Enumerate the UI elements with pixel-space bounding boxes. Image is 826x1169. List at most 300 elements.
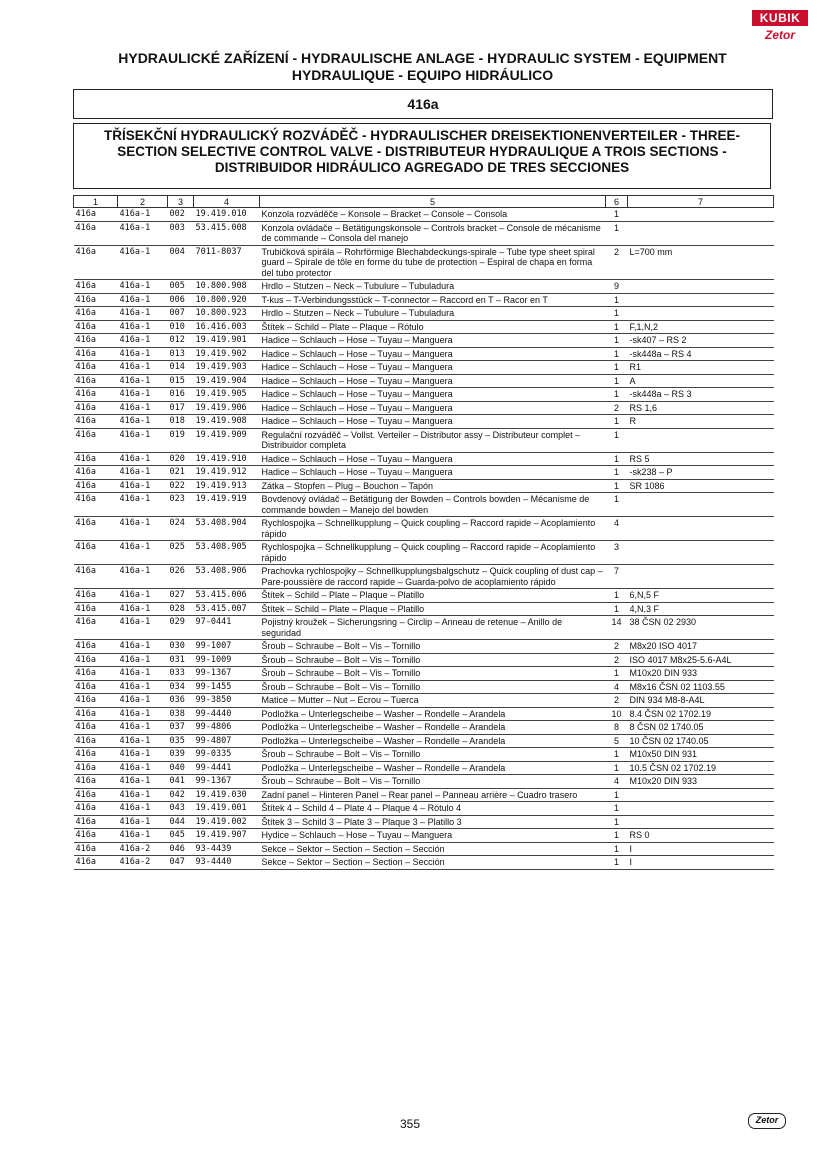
group-cell: 416a <box>74 280 118 294</box>
page-number: 355 <box>399 1117 421 1131</box>
table-row <box>74 320 774 334</box>
part-number-cell: 99-1009 <box>194 653 260 667</box>
description-cell: Štítek 3 – Schild 3 – Plate 3 – Plaque 3 – Platillo 3 <box>260 815 606 829</box>
kubik-zetor-logo <box>752 10 812 48</box>
table-row <box>74 680 774 694</box>
part-number-cell: 53.415.008 <box>194 221 260 245</box>
part-number-cell: 99-1367 <box>194 667 260 681</box>
section-code: 416a <box>407 96 439 112</box>
subgroup-cell: 416a-1 <box>118 280 168 294</box>
table-row <box>74 280 774 294</box>
position-cell: 013 <box>168 347 194 361</box>
quantity-cell: 2 <box>606 694 628 708</box>
table-row <box>74 602 774 616</box>
group-cell: 416a <box>74 208 118 222</box>
table-row <box>74 829 774 843</box>
description-cell: Štítek 4 – Schild 4 – Plate 4 – Plaque 4 – Rótulo 4 <box>260 802 606 816</box>
note-cell: F,1,N,2 <box>628 320 774 334</box>
table-row <box>74 748 774 762</box>
table-header-row <box>74 196 774 208</box>
description-cell: Zátka – Stopfen – Plug – Bouchon – Tapón <box>260 479 606 493</box>
quantity-cell: 1 <box>606 788 628 802</box>
description-cell: Štítek – Schild – Plate – Plaque – Rótulo <box>260 320 606 334</box>
description-cell: Rychlospojka – Schnellkupplung – Quick coupling – Raccord rapide – Acoplamiento rápido <box>260 541 606 565</box>
group-cell: 416a <box>74 347 118 361</box>
note-cell: I <box>628 856 774 870</box>
note-cell <box>628 565 774 589</box>
part-number-cell: 10.800.923 <box>194 307 260 321</box>
note-cell <box>628 517 774 541</box>
quantity-cell: 4 <box>606 517 628 541</box>
part-number-cell: 19.419.905 <box>194 388 260 402</box>
table-row <box>74 775 774 789</box>
table-row <box>74 401 774 415</box>
note-cell <box>628 307 774 321</box>
position-cell: 044 <box>168 815 194 829</box>
part-number-cell: 19.419.910 <box>194 452 260 466</box>
table-row <box>74 245 774 280</box>
quantity-cell: 1 <box>606 347 628 361</box>
part-number-cell: 99-3850 <box>194 694 260 708</box>
group-cell: 416a <box>74 334 118 348</box>
group-cell: 416a <box>74 388 118 402</box>
quantity-cell: 7 <box>606 565 628 589</box>
position-cell: 014 <box>168 361 194 375</box>
subgroup-cell: 416a-1 <box>118 802 168 816</box>
part-number-cell: 19.419.902 <box>194 347 260 361</box>
quantity-cell: 2 <box>606 640 628 654</box>
description-cell: Podložka – Unterlegscheibe – Washer – Rondelle – Arandela <box>260 721 606 735</box>
quantity-cell: 1 <box>606 415 628 429</box>
part-number-cell: 19.419.906 <box>194 401 260 415</box>
note-cell: DIN 934 M8-8-A4L <box>628 694 774 708</box>
group-cell: 416a <box>74 221 118 245</box>
note-cell: 38 ČSN 02 2930 <box>628 616 774 640</box>
quantity-cell: 1 <box>606 493 628 517</box>
position-cell: 042 <box>168 788 194 802</box>
note-cell: 10.5 ČSN 02 1702.19 <box>628 761 774 775</box>
table-row <box>74 842 774 856</box>
position-cell: 028 <box>168 602 194 616</box>
position-cell: 006 <box>168 293 194 307</box>
table-row <box>74 565 774 589</box>
table-row <box>74 589 774 603</box>
note-cell: M8x16 ČSN 02 1103.55 <box>628 680 774 694</box>
description-cell: Pojistný kroužek – Sicherungsring – Circlip – Anneau de retenue – Anillo de seguridad <box>260 616 606 640</box>
group-cell: 416a <box>74 245 118 280</box>
note-cell <box>628 815 774 829</box>
subgroup-cell: 416a-1 <box>118 721 168 735</box>
table-row <box>74 616 774 640</box>
part-number-cell: 19.419.907 <box>194 829 260 843</box>
group-cell: 416a <box>74 694 118 708</box>
note-cell: -sk448a – RS 4 <box>628 347 774 361</box>
subgroup-cell: 416a-1 <box>118 589 168 603</box>
description-cell: Matice – Mutter – Nut – Ecrou – Tuerca <box>260 694 606 708</box>
position-cell: 004 <box>168 245 194 280</box>
group-cell: 416a <box>74 815 118 829</box>
quantity-cell: 2 <box>606 401 628 415</box>
subgroup-cell: 416a-1 <box>118 245 168 280</box>
position-cell: 046 <box>168 842 194 856</box>
note-cell <box>628 221 774 245</box>
table-row <box>74 694 774 708</box>
note-cell: -sk448a – RS 3 <box>628 388 774 402</box>
note-cell: M10x50 DIN 931 <box>628 748 774 762</box>
group-cell: 416a <box>74 788 118 802</box>
subgroup-cell: 416a-1 <box>118 361 168 375</box>
title-line-3: DISTRIBUIDOR HIDRÁULICO AGREGADO DE TRES SECCIONES <box>214 160 630 175</box>
description-cell: Sekce – Sektor – Section – Section – Sección <box>260 856 606 870</box>
note-cell <box>628 541 774 565</box>
table-row <box>74 347 774 361</box>
description-cell: Trubičková spirála – Rohrförmige Blechabdeckungs-spirale – Tube type sheet spiral guard – Spirale de tôle en forme du tube de protection – Espiral de chapa en forma del tubo protector <box>260 245 606 280</box>
description-cell: Šroub – Schraube – Bolt – Vis – Tornillo <box>260 640 606 654</box>
subgroup-cell: 416a-1 <box>118 401 168 415</box>
part-number-cell: 19.419.913 <box>194 479 260 493</box>
position-cell: 037 <box>168 721 194 735</box>
group-cell: 416a <box>74 707 118 721</box>
description-cell: Hadice – Schlauch – Hose – Tuyau – Manguera <box>260 347 606 361</box>
position-cell: 017 <box>168 401 194 415</box>
quantity-cell: 1 <box>606 208 628 222</box>
table-row <box>74 707 774 721</box>
quantity-cell: 1 <box>606 589 628 603</box>
note-cell: RS 5 <box>628 452 774 466</box>
position-cell: 024 <box>168 517 194 541</box>
table-row <box>74 493 774 517</box>
section-code-box <box>73 89 773 119</box>
part-number-cell: 10.800.920 <box>194 293 260 307</box>
column-header: 5 <box>260 196 606 208</box>
header-line-1: HYDRAULICKÉ ZAŘÍZENÍ - HYDRAULISCHE ANLAGE - HYDRAULIC SYSTEM - EQUIPMENT <box>118 50 727 66</box>
column-header: 1 <box>74 196 118 208</box>
quantity-cell: 2 <box>606 653 628 667</box>
group-cell: 416a <box>74 748 118 762</box>
quantity-cell: 1 <box>606 374 628 388</box>
table-row <box>74 452 774 466</box>
description-cell: Konzola rozváděče – Konsole – Bracket – Console – Consola <box>260 208 606 222</box>
subgroup-cell: 416a-1 <box>118 347 168 361</box>
description-cell: Hadice – Schlauch – Hose – Tuyau – Manguera <box>260 334 606 348</box>
description-cell: Konzola ovládače – Betätigungskonsole – Controls bracket – Console de mécanisme de commande – Consola del manejo <box>260 221 606 245</box>
table-row <box>74 374 774 388</box>
subgroup-cell: 416a-1 <box>118 517 168 541</box>
part-number-cell: 53.408.905 <box>194 541 260 565</box>
group-cell: 416a <box>74 775 118 789</box>
table-row <box>74 517 774 541</box>
group-cell: 416a <box>74 428 118 452</box>
table-row <box>74 208 774 222</box>
description-cell: Hadice – Schlauch – Hose – Tuyau – Manguera <box>260 361 606 375</box>
subgroup-cell: 416a-2 <box>118 842 168 856</box>
quantity-cell: 5 <box>606 734 628 748</box>
description-cell: Šroub – Schraube – Bolt – Vis – Tornillo <box>260 653 606 667</box>
subgroup-cell: 416a-1 <box>118 815 168 829</box>
position-cell: 002 <box>168 208 194 222</box>
part-number-cell: 19.419.912 <box>194 466 260 480</box>
column-header: 3 <box>168 196 194 208</box>
part-number-cell: 19.419.002 <box>194 815 260 829</box>
part-number-cell: 93-4440 <box>194 856 260 870</box>
note-cell: RS 0 <box>628 829 774 843</box>
group-cell: 416a <box>74 734 118 748</box>
description-cell: Hadice – Schlauch – Hose – Tuyau – Manguera <box>260 374 606 388</box>
title-line-2: SECTION SELECTIVE CONTROL VALVE - DISTRIBUTEUR HYDRAULIQUE A TROIS SECTIONS - <box>117 144 727 159</box>
group-cell: 416a <box>74 293 118 307</box>
group-cell: 416a <box>74 856 118 870</box>
position-cell: 023 <box>168 493 194 517</box>
quantity-cell: 2 <box>606 245 628 280</box>
part-number-cell: 16.416.003 <box>194 320 260 334</box>
parts-table-body <box>74 208 774 870</box>
table-row <box>74 734 774 748</box>
group-cell: 416a <box>74 640 118 654</box>
description-cell: Hadice – Schlauch – Hose – Tuyau – Manguera <box>260 415 606 429</box>
subgroup-cell: 416a-1 <box>118 761 168 775</box>
quantity-cell: 1 <box>606 293 628 307</box>
quantity-cell: 1 <box>606 761 628 775</box>
quantity-cell: 1 <box>606 452 628 466</box>
part-number-cell: 53.415.007 <box>194 602 260 616</box>
description-cell: Šroub – Schraube – Bolt – Vis – Tornillo <box>260 775 606 789</box>
column-header: 6 <box>606 196 628 208</box>
note-cell <box>628 280 774 294</box>
quantity-cell: 4 <box>606 775 628 789</box>
logo-zetor-text: Zetor <box>765 28 795 42</box>
table-row <box>74 466 774 480</box>
subgroup-cell: 416a-1 <box>118 707 168 721</box>
group-cell: 416a <box>74 541 118 565</box>
description-cell: Hadice – Schlauch – Hose – Tuyau – Manguera <box>260 452 606 466</box>
group-cell: 416a <box>74 616 118 640</box>
description-cell: Zadní panel – Hinteren Panel – Rear panel – Panneau arrière – Cuadro trasero <box>260 788 606 802</box>
note-cell: 10 ČSN 02 1740.05 <box>628 734 774 748</box>
table-row <box>74 788 774 802</box>
subgroup-cell: 416a-1 <box>118 221 168 245</box>
group-cell: 416a <box>74 307 118 321</box>
subgroup-cell: 416a-1 <box>118 829 168 843</box>
note-cell: A <box>628 374 774 388</box>
part-number-cell: 19.419.901 <box>194 334 260 348</box>
subgroup-cell: 416a-1 <box>118 667 168 681</box>
quantity-cell: 1 <box>606 748 628 762</box>
subgroup-cell: 416a-1 <box>118 208 168 222</box>
part-number-cell: 19.419.030 <box>194 788 260 802</box>
subgroup-cell: 416a-1 <box>118 602 168 616</box>
group-cell: 416a <box>74 589 118 603</box>
part-number-cell: 19.419.909 <box>194 428 260 452</box>
quantity-cell: 10 <box>606 707 628 721</box>
part-number-cell: 19.419.010 <box>194 208 260 222</box>
position-cell: 019 <box>168 428 194 452</box>
part-number-cell: 93-4439 <box>194 842 260 856</box>
position-cell: 010 <box>168 320 194 334</box>
subgroup-cell: 416a-1 <box>118 293 168 307</box>
quantity-cell: 1 <box>606 815 628 829</box>
position-cell: 035 <box>168 734 194 748</box>
column-header: 7 <box>628 196 774 208</box>
subgroup-cell: 416a-1 <box>118 452 168 466</box>
quantity-cell: 1 <box>606 334 628 348</box>
subgroup-cell: 416a-1 <box>118 694 168 708</box>
title-line-1: TŘÍSEKČNÍ HYDRAULICKÝ ROZVÁDĚČ - HYDRAULISCHER DREISEKTIONENVERTEILER - THREE- <box>103 128 741 143</box>
quantity-cell: 1 <box>606 361 628 375</box>
group-cell: 416a <box>74 479 118 493</box>
group-cell: 416a <box>74 721 118 735</box>
position-cell: 030 <box>168 640 194 654</box>
position-cell: 038 <box>168 707 194 721</box>
position-cell: 007 <box>168 307 194 321</box>
subgroup-cell: 416a-1 <box>118 653 168 667</box>
table-row <box>74 334 774 348</box>
table-row <box>74 221 774 245</box>
subgroup-cell: 416a-1 <box>118 479 168 493</box>
note-cell <box>628 493 774 517</box>
note-cell: 6,N,5 F <box>628 589 774 603</box>
note-cell: 8 ČSN 02 1740.05 <box>628 721 774 735</box>
part-number-cell: 99-4807 <box>194 734 260 748</box>
subgroup-cell: 416a-1 <box>118 541 168 565</box>
group-cell: 416a <box>74 680 118 694</box>
part-number-cell: 7011-8037 <box>194 245 260 280</box>
quantity-cell: 1 <box>606 802 628 816</box>
quantity-cell: 1 <box>606 479 628 493</box>
quantity-cell: 9 <box>606 280 628 294</box>
position-cell: 043 <box>168 802 194 816</box>
subgroup-cell: 416a-1 <box>118 565 168 589</box>
quantity-cell: 8 <box>606 721 628 735</box>
position-cell: 031 <box>168 653 194 667</box>
description-cell: Šroub – Schraube – Bolt – Vis – Tornillo <box>260 667 606 681</box>
column-header: 4 <box>194 196 260 208</box>
position-cell: 029 <box>168 616 194 640</box>
note-cell: ISO 4017 M8x25-5.6-A4L <box>628 653 774 667</box>
note-cell: RS 1,6 <box>628 401 774 415</box>
table-row <box>74 541 774 565</box>
quantity-cell: 1 <box>606 667 628 681</box>
quantity-cell: 1 <box>606 856 628 870</box>
part-number-cell: 19.419.001 <box>194 802 260 816</box>
quantity-cell: 1 <box>606 829 628 843</box>
logo-kubik-text: KUBIK <box>752 10 808 26</box>
column-header: 2 <box>118 196 168 208</box>
part-number-cell: 19.419.904 <box>194 374 260 388</box>
table-row <box>74 761 774 775</box>
quantity-cell: 1 <box>606 307 628 321</box>
table-row <box>74 307 774 321</box>
assembly-title-box <box>73 123 771 189</box>
group-cell: 416a <box>74 415 118 429</box>
description-cell: Prachovka rychlospojky – Schnellkupplungsbalgschutz – Quick coupling of dust cap – Pare-poussière de raccord rapide – Guarda-polvo de acoplamiento rápido <box>260 565 606 589</box>
table-row <box>74 361 774 375</box>
note-cell: M10x20 DIN 933 <box>628 667 774 681</box>
subgroup-cell: 416a-1 <box>118 320 168 334</box>
note-cell: I <box>628 842 774 856</box>
part-number-cell: 19.419.908 <box>194 415 260 429</box>
note-cell: 8.4 ČSN 02 1702.19 <box>628 707 774 721</box>
page-header <box>70 50 775 84</box>
quantity-cell: 1 <box>606 842 628 856</box>
subgroup-cell: 416a-1 <box>118 680 168 694</box>
position-cell: 047 <box>168 856 194 870</box>
position-cell: 020 <box>168 452 194 466</box>
position-cell: 027 <box>168 589 194 603</box>
group-cell: 416a <box>74 493 118 517</box>
note-cell: M8x20 ISO 4017 <box>628 640 774 654</box>
group-cell: 416a <box>74 452 118 466</box>
subgroup-cell: 416a-1 <box>118 775 168 789</box>
quantity-cell: 1 <box>606 466 628 480</box>
subgroup-cell: 416a-1 <box>118 374 168 388</box>
subgroup-cell: 416a-1 <box>118 748 168 762</box>
note-cell <box>628 293 774 307</box>
note-cell: SR 1086 <box>628 479 774 493</box>
description-cell: Podložka – Unterlegscheibe – Washer – Rondelle – Arandela <box>260 761 606 775</box>
position-cell: 045 <box>168 829 194 843</box>
parts-table <box>73 195 774 870</box>
note-cell: L=700 mm <box>628 245 774 280</box>
group-cell: 416a <box>74 667 118 681</box>
description-cell: Šroub – Schraube – Bolt – Vis – Tornillo <box>260 748 606 762</box>
note-cell: R1 <box>628 361 774 375</box>
table-row <box>74 293 774 307</box>
note-cell: 4,N,3 F <box>628 602 774 616</box>
description-cell: Sekce – Sektor – Section – Section – Sección <box>260 842 606 856</box>
part-number-cell: 99-4441 <box>194 761 260 775</box>
table-row <box>74 802 774 816</box>
group-cell: 416a <box>74 761 118 775</box>
footer-zetor-logo: Zetor <box>748 1113 786 1129</box>
subgroup-cell: 416a-1 <box>118 307 168 321</box>
subgroup-cell: 416a-1 <box>118 734 168 748</box>
part-number-cell: 53.408.904 <box>194 517 260 541</box>
position-cell: 041 <box>168 775 194 789</box>
subgroup-cell: 416a-1 <box>118 415 168 429</box>
description-cell: Hrdlo – Stutzen – Neck – Tubulure – Tubuladura <box>260 280 606 294</box>
description-cell: Hadice – Schlauch – Hose – Tuyau – Manguera <box>260 388 606 402</box>
position-cell: 005 <box>168 280 194 294</box>
quantity-cell: 14 <box>606 616 628 640</box>
subgroup-cell: 416a-1 <box>118 334 168 348</box>
quantity-cell: 1 <box>606 320 628 334</box>
description-cell: Hadice – Schlauch – Hose – Tuyau – Manguera <box>260 466 606 480</box>
position-cell: 033 <box>168 667 194 681</box>
subgroup-cell: 416a-2 <box>118 856 168 870</box>
position-cell: 026 <box>168 565 194 589</box>
subgroup-cell: 416a-1 <box>118 640 168 654</box>
note-cell <box>628 208 774 222</box>
note-cell: R <box>628 415 774 429</box>
part-number-cell: 19.419.903 <box>194 361 260 375</box>
description-cell: Hadice – Schlauch – Hose – Tuyau – Manguera <box>260 401 606 415</box>
note-cell: -sk238 – P <box>628 466 774 480</box>
description-cell: Hydice – Schlauch – Hose – Tuyau – Manguera <box>260 829 606 843</box>
part-number-cell: 97-0441 <box>194 616 260 640</box>
subgroup-cell: 416a-1 <box>118 428 168 452</box>
position-cell: 034 <box>168 680 194 694</box>
table-row <box>74 667 774 681</box>
part-number-cell: 99-1007 <box>194 640 260 654</box>
group-cell: 416a <box>74 829 118 843</box>
table-row <box>74 479 774 493</box>
quantity-cell: 1 <box>606 388 628 402</box>
subgroup-cell: 416a-1 <box>118 388 168 402</box>
part-number-cell: 99-4440 <box>194 707 260 721</box>
description-cell: T-kus – T-Verbindungsstück – T-connector – Raccord en T – Racor en T <box>260 293 606 307</box>
position-cell: 015 <box>168 374 194 388</box>
subgroup-cell: 416a-1 <box>118 788 168 802</box>
